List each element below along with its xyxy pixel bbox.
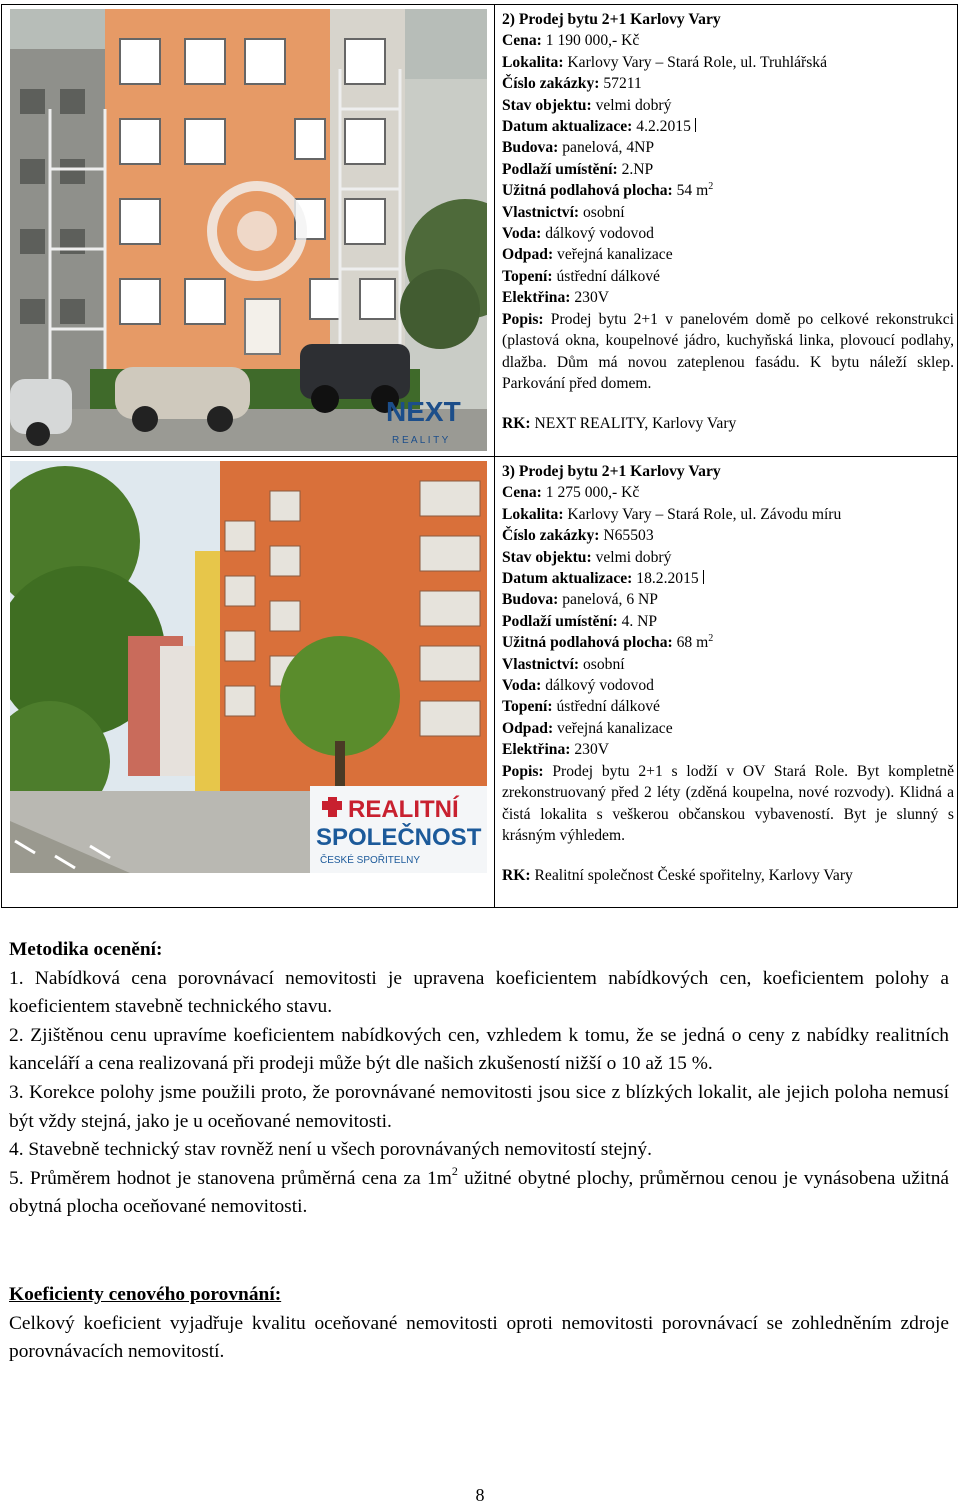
water-row: Voda: dálkový vodovod — [502, 225, 654, 243]
listing-photo-2 — [10, 9, 487, 451]
ownership-row: Vlastnictví: osobní — [502, 655, 625, 673]
next-reality-logo-subtitle: R E A L I T Y — [392, 435, 449, 446]
realitni-spolecnost-logo-line1: REALITNÍ — [348, 796, 459, 823]
realitni-spolecnost-logo-line2: SPOLEČNOST — [316, 824, 482, 851]
electricity-row: Elektřina: 230V — [502, 289, 609, 307]
description: Popis: Prodej bytu 2+1 v panelovém domě po celkové rekonstrukci (plastová okna, koupelnové jádro, kuchyňská linka, plovoucí podlahy, dlažba. Dům má novou zateplenou fasádu. K bytu náleží sklep. Parkování před domem. — [502, 310, 954, 392]
floor-row: Podlaží umístění: 4. NP — [502, 612, 658, 630]
heating-row: Topení: ústřední dálkové — [502, 267, 660, 285]
method-paragraph-4: 4. Stavebně technický stav rovněž není u všech porovnávaných nemovitostí stejný. — [9, 1139, 652, 1161]
electricity-row: Elektřina: 230V — [502, 741, 609, 759]
coefficients-text: Celkový koeficient vyjadřuje kvalitu oceňované nemovitosti oproti nemovitosti porovnávací se zohledněním zdroje porovnávacích nemovitostí. — [9, 1312, 949, 1363]
price-row: Cena: 1 275 000,- Kč — [502, 484, 640, 502]
listing-heading: 3) Prodej bytu 2+1 Karlovy Vary — [502, 463, 721, 480]
coefficients-heading: Koeficienty cenového porovnání: — [9, 1284, 282, 1305]
floor-row: Podlaží umístění: 2.NP — [502, 160, 654, 178]
listing-row-3 — [2, 457, 957, 907]
method-heading: Metodika ocenění: — [9, 939, 163, 960]
listing-info-2 — [502, 9, 954, 435]
listing-info-3 — [502, 461, 954, 887]
price-row: Cena: 1 190 000,- Kč — [502, 32, 640, 50]
agency-row: RK: Realitní společnost České spořitelny, Karlovy Vary — [502, 867, 853, 885]
method-paragraph-5: 5. Průměrem hodnot je stanovena průměrná cena za $1m^2$ užitné obytné plochy, průměrnou cenou je vynásobena užitná obytná plocha oceňované nemovitosti. — [9, 1163, 950, 1218]
ownership-row: Vlastnictví: osobní — [502, 203, 625, 221]
condition-row: Stav objektu: velmi dobrý — [502, 96, 672, 114]
listing-row-2 — [2, 5, 957, 457]
listings-table — [1, 4, 958, 908]
heating-row: Topení: ústřední dálkové — [502, 698, 660, 716]
listing-photo-3 — [10, 461, 487, 873]
agency-row: RK: NEXT REALITY, Karlovy Vary — [502, 415, 737, 433]
method-section — [9, 936, 949, 1222]
condition-row: Stav objektu: velmi dobrý — [502, 548, 672, 566]
building-row: Budova: panelová, 6 NP — [502, 591, 658, 609]
updated-row: Datum aktualizace: 4.2.2015 — [502, 116, 954, 137]
method-paragraph-1: 1. Nabídková cena porovnávací nemovitosti je upravena koeficientem nabídkových cen, koeficientem polohy a koeficientem stavebně technického stavu. — [9, 967, 949, 1018]
coefficients-section — [9, 1281, 949, 1367]
order-row: Číslo zakázky: N65503 — [502, 527, 654, 545]
water-row: Voda: dálkový vodovod — [502, 677, 654, 695]
location-row: Lokalita: Karlovy Vary – Stará Role, ul. Závodu míru — [502, 505, 842, 523]
location-row: Lokalita: Karlovy Vary – Stará Role, ul. Truhlářská — [502, 53, 828, 71]
next-reality-logo: NEXT — [386, 396, 461, 427]
order-row: Číslo zakázky: 57211 — [502, 75, 642, 93]
description: Popis: Prodej bytu 2+1 s lodží v OV Stará Role. Byt kompletně zrekonstruovaný před 2 léty (zděná koupelna, nové rozvody). Klidná a čistá lokalita s veškerou občanskou vybaveností. Byt je slunný s krásným výhledem. — [502, 762, 954, 844]
sewage-row: Odpad: veřejná kanalizace — [502, 719, 673, 737]
method-paragraph-2: 2. Zjištěnou cenu upravíme koeficientem nabídkových cen, vzhledem k tomu, že se jedná o ceny z nabídky realitních kanceláří a cena realizovaná při prodeji může být dle našich zkušeností nižší o 10 až 15 %. — [9, 1024, 949, 1075]
building-row: Budova: panelová, 4NP — [502, 139, 655, 157]
method-paragraph-3: 3. Korekce polohy jsme použili proto, že porovnávané nemovitosti jsou sice z blízkých lokalit, ale jejich poloha nemusí být vždy stejná, jako je u oceňované nemovitosti. — [9, 1081, 949, 1132]
realitni-spolecnost-logo-line3: ČESKÉ SPOŘITELNY — [320, 855, 421, 866]
listing-heading: 2) Prodej bytu 2+1 Karlovy Vary — [502, 11, 721, 28]
sewage-row: Odpad: veřejná kanalizace — [502, 246, 673, 264]
area-row: Užitná podlahová plocha: 54 $m^2$ — [502, 181, 714, 200]
page-number: 8 — [475, 1485, 485, 1505]
updated-row: Datum aktualizace: 18.2.2015 — [502, 568, 954, 589]
area-row: Užitná podlahová plocha: 68 $m^2$ — [502, 633, 714, 652]
